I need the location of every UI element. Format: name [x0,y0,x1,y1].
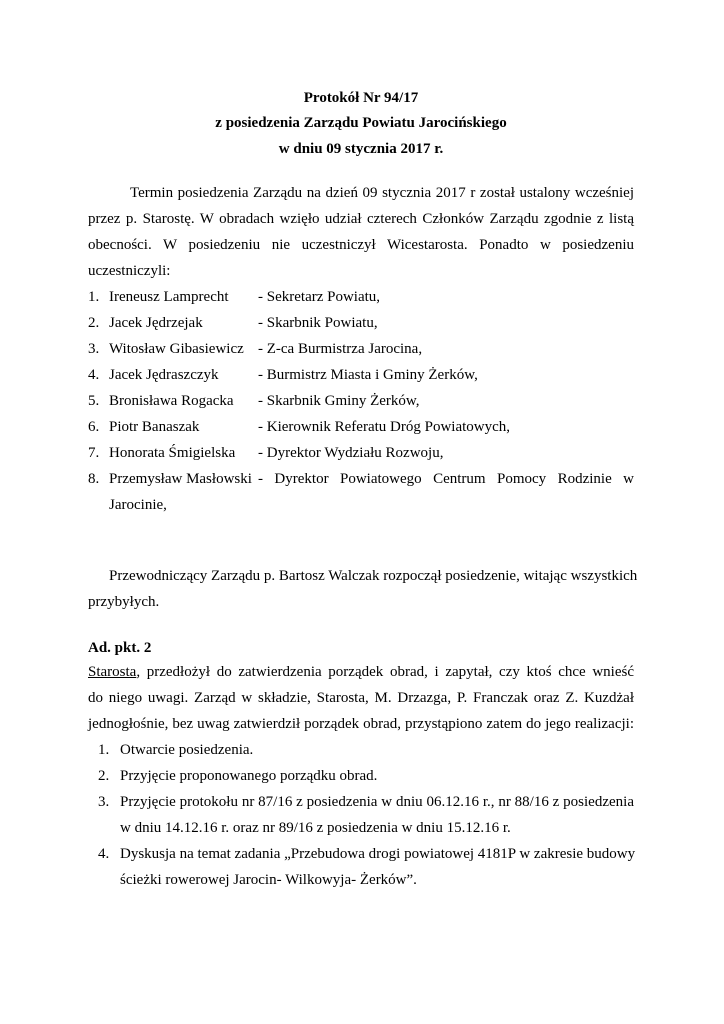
agenda-number: 1. [98,742,110,758]
agenda-item [88,763,634,789]
intro-line: uczestniczyli: [88,263,171,279]
participant-role-continuation: Jarocinie, [109,497,167,513]
participant-number: 2. [88,315,100,331]
agenda-number: 2. [98,768,110,784]
intro-line: Termin posiedzenia Zarządu na dzień 09 stycznia 2017 r został ustalony wcześniej [130,185,634,201]
participant-name: Jacek Jędrzejak [109,315,203,331]
intro-line: przez p. Starostę. W obradach wzięło udział czterech Członków Zarządu zgodnie z listą [88,211,634,227]
section-heading: Ad. pkt. 2 [88,640,152,656]
agenda-text: Dyskusja na temat zadania „Przebudowa drogi powiatowej 4181P w zakresie budowy [120,846,636,862]
section2-paragraph [88,659,634,737]
participant-row [88,336,634,362]
agenda-number: 3. [98,794,110,810]
agenda-item [88,789,634,841]
participant-number: 8. [88,471,100,487]
participant-name: Przemysław Masłowski [109,471,252,487]
intro-paragraph [88,180,634,284]
participant-role: - Skarbnik Gminy Żerków, [258,393,420,409]
participant-role: - Sekretarz Powiatu, [258,289,381,305]
participant-role: - Dyrektor Powiatowego Centrum Pomocy Rodzinie w [258,471,634,487]
participant-role: - Kierownik Referatu Dróg Powiatowych, [258,419,511,435]
section2-line1-rest: , przedłożył do zatwierdzenia porządek obrad, i zapytał, czy ktoś chce wnieść [136,664,634,680]
participant-row [88,284,634,310]
participant-name: Bronisława Rogacka [109,393,234,409]
agenda-text-continuation: w dniu 14.12.16 r. oraz nr 89/16 z posiedzenia w dniu 15.12.16 r. [120,820,511,836]
opening-paragraph [88,563,638,615]
document-page [88,0,638,1024]
section2-line: jednogłośnie, bez uwag zatwierdził porządek obrad, przystąpiono zatem do jego realizacji: [88,716,634,732]
participant-name: Ireneusz Lamprecht [109,289,229,305]
participant-number: 4. [88,367,100,383]
participant-role: - Skarbnik Powiatu, [258,315,378,331]
participant-row [88,414,634,440]
opening-line: Przewodniczący Zarządu p. Bartosz Walczak rozpoczął posiedzenie, witając wszystkich [109,568,638,584]
intro-line: obecności. W posiedzeniu nie uczestniczył Wicestarosta. Ponadto w posiedzeniu [88,237,634,253]
agenda-item [88,841,634,893]
section2-line: do niego uwagi. Zarząd w składzie, Starosta, M. Drzazga, P. Franczak oraz Z. Kuzdżał [88,690,634,706]
participant-number: 6. [88,419,100,435]
participant-row [88,362,634,388]
starosta-underlined: Starosta [88,664,137,680]
participant-name: Honorata Śmigielska [109,445,236,461]
participant-role: - Burmistrz Miasta i Gminy Żerków, [258,367,478,383]
protocol-date: w dniu 09 stycznia 2017 r. [278,141,444,157]
participant-number: 3. [88,341,100,357]
participant-row [88,310,634,336]
section2-line [88,659,634,685]
agenda-text: Przyjęcie proponowanego porządku obrad. [120,768,378,784]
agenda-number: 4. [98,846,110,862]
participant-row [88,440,634,466]
agenda-item [88,737,634,763]
participant-name: Jacek Jędraszczyk [109,367,219,383]
participant-name: Piotr Banaszak [109,419,200,435]
agenda-text: Otwarcie posiedzenia. [120,742,254,758]
participant-number: 1. [88,289,100,305]
agenda-text: Przyjęcie protokołu nr 87/16 z posiedzenia w dniu 06.12.16 r., nr 88/16 z posiedzenia [120,794,634,810]
opening-line: przybyłych. [88,594,160,610]
protocol-title: Protokół Nr 94/17 [303,90,419,106]
participant-name: Witosław Gibasiewicz [109,341,244,357]
participant-row-continuation [88,492,634,518]
participant-number: 5. [88,393,100,409]
participant-row [88,466,634,492]
participant-role: - Z-ca Burmistrza Jarocina, [258,341,423,357]
protocol-subtitle: z posiedzenia Zarządu Powiatu Jarocińskiego [215,115,507,131]
participant-row [88,388,634,414]
agenda-text-continuation: ścieżki rowerowej Jarocin- Wilkowyja- Żerków”. [120,872,417,888]
participant-number: 7. [88,445,100,461]
participant-role: - Dyrektor Wydziału Rozwoju, [258,445,444,461]
